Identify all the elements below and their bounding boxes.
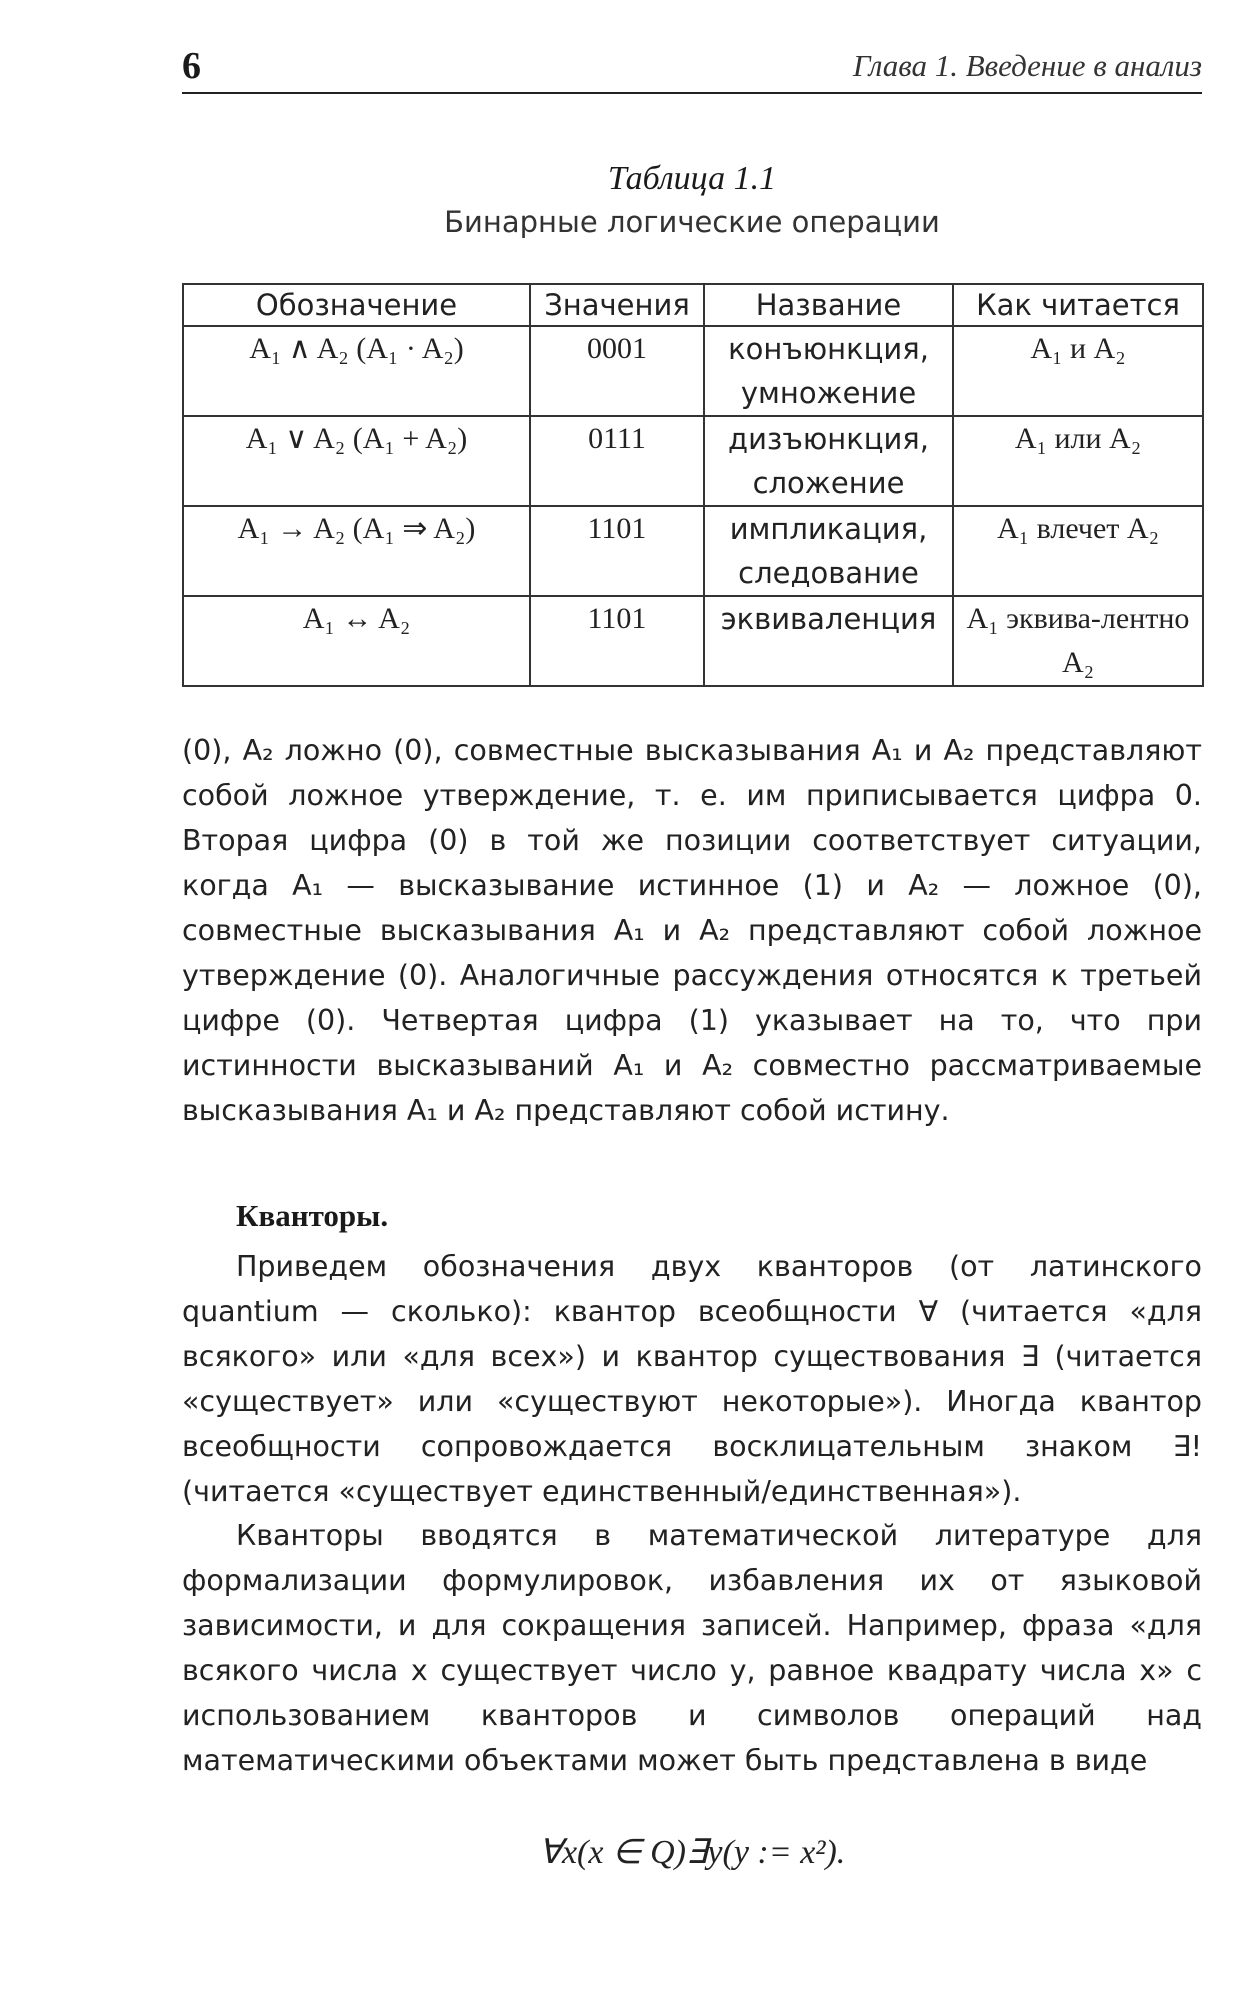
table-header-row [183,284,1203,326]
notation-cell: A₁ → A₂ (A₁ ⇒ A₂) [183,506,530,596]
column-header: Название [704,284,953,326]
column-header: Обозначение [183,284,530,326]
notation-cell: A₁ ∨ A₂ (A₁ + A₂) [183,416,530,506]
chapter-title: Глава 1. Введение в анализ [852,48,1202,83]
notation-cell: A₁ ↔ A₂ [183,596,530,686]
table-row [183,596,1203,686]
section-heading-quantifiers: Кванторы. [236,1198,389,1233]
name-cell: импликация, следование [704,506,953,596]
column-header: Как читается [953,284,1203,326]
table-row [183,416,1203,506]
table-caption [182,158,1202,244]
formula: ∀x(x ∈ Q)∃y(y := x²). [538,1834,846,1871]
reading-cell: A₁ эквива-лентно A₂ [953,596,1203,686]
page-number: 6 [182,45,201,87]
values-cell: 0111 [530,416,704,506]
paragraph-truth-values: (0), A₂ ложно (0), совместные высказывания A₁ и A₂ представляют собой ложное утверждение, т. е. им приписывается цифра 0. Вторая цифра (0) в той же позиции соответствует ситуации, когда A₁ — высказывание истинное (1) и A₂ — ложное (0), совместные высказывания A₁ и A₂ представляют собой ложное утверждение (0). Аналогичные рассуждения относятся к третьей цифре (0). Четвертая цифра (1) указывает на то, что при истинности высказываний A₁ и A₂ совместно рассматриваемые высказывания A₁ и A₂ представляют собой истину. [182,734,1202,1127]
paragraph-quantifiers-usage: Кванторы вводятся в математической литературе для формализации формулировок, избавления их от языковой зависимости, и для сокращения записей. Например, фраза «для всякого числа x существует число y, равное квадрату числа x» с использованием кванторов и символов операций над математическими объектами может быть представлена в виде [182,1519,1202,1777]
table-title: Бинарные логические операции [444,205,940,239]
binary-operations-table [182,283,1204,687]
column-header: Значения [530,284,704,326]
running-head [182,44,1202,94]
values-cell: 0001 [530,326,704,416]
reading-cell: A₁ или A₂ [953,416,1203,506]
table-row [183,506,1203,596]
values-cell: 1101 [530,596,704,686]
reading-cell: A₁ и A₂ [953,326,1203,416]
table-row [183,326,1203,416]
values-cell: 1101 [530,506,704,596]
name-cell: конъюнкция, умножение [704,326,953,416]
name-cell: эквиваленция [704,596,953,686]
name-cell: дизъюнкция, сложение [704,416,953,506]
notation-cell: A₁ ∧ A₂ (A₁ · A₂) [183,326,530,416]
reading-cell: A₁ влечет A₂ [953,506,1203,596]
table-number: Таблица 1.1 [607,160,777,197]
paragraph-quantifiers-intro: Приведем обозначения двух кванторов (от латинского quantium — сколько): квантор всеобщности ∀ (читается «для всякого» или «для всех») и квантор существования ∃ (читается «существует» или «существуют некоторые»). Иногда квантор всеобщности сопровождается восклицательным знаком ∃! (читается «существует единственный/единственная»). [182,1250,1202,1508]
